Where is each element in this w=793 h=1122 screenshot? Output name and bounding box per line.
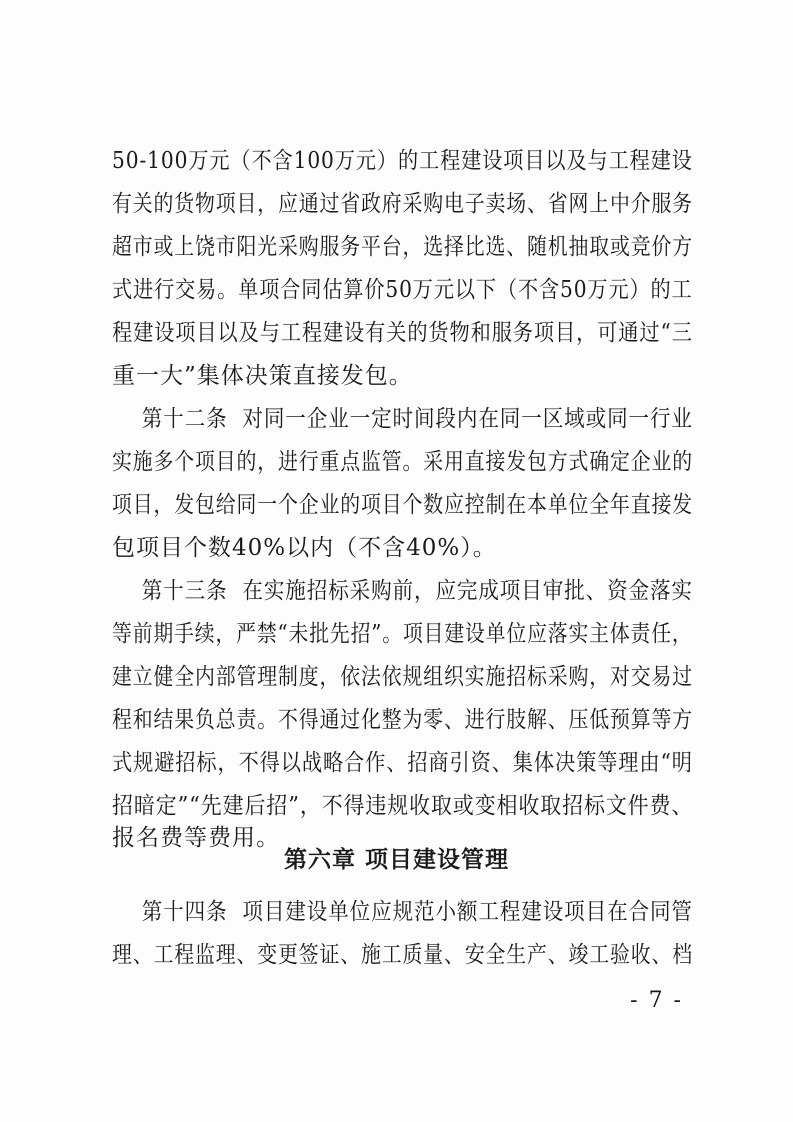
body-text-line: 50-100万元（不含100万元）的工程建设项目以及与工程建设 — [112, 148, 693, 174]
body-text-line: 程建设项目以及与工程建设有关的货物和服务项目，可通过“三 — [112, 320, 693, 346]
body-text-line: 建立健全内部管理制度，依法依规组织实施招标采购，对交易过 — [112, 664, 693, 690]
page-number: - 7 - — [630, 988, 683, 1013]
body-text-line: 式进行交易。单项合同估算价50万元以下（不含50万元）的工 — [112, 277, 693, 303]
body-text-line: 有关的货物项目，应通过省政府采购电子卖场、省网上中介服务 — [112, 191, 693, 217]
article-12-line: 第十二条 对同一企业一定时间段内在同一区域或同一行业 — [112, 406, 693, 432]
chapter-heading: 第六章 项目建设管理 — [283, 847, 509, 873]
body-text-line: 项目，发包给同一个企业的项目个数应控制在本单位全年直接发 — [112, 492, 693, 518]
body-text-line: 程和结果负总责。不得通过化整为零、进行肢解、压低预算等方 — [112, 707, 693, 733]
body-text-line: 实施多个项目的，进行重点监管。采用直接发包方式确定企业的 — [112, 449, 693, 475]
article-13-line: 第十三条 在实施招标采购前，应完成项目审批、资金落实 — [112, 578, 693, 604]
body-text-line: 等前期手续，严禁“未批先招”。项目建设单位应落实主体责任， — [112, 621, 693, 647]
body-text-line: 超市或上饶市阳光采购服务平台，选择比选、随机抽取或竞价方 — [112, 234, 693, 260]
body-text-line: 式规避招标，不得以战略合作、招商引资、集体决策等理由“明 — [112, 750, 693, 776]
body-text-line: 招暗定”“先建后招”，不得违规收取或变相收取招标文件费、 — [112, 793, 694, 819]
article-14-line: 第十四条 项目建设单位应规范小额工程建设项目在合同管 — [112, 899, 693, 925]
body-text-line: 报名费等费用。 — [112, 825, 280, 851]
body-text-line: 理、工程监理、变更签证、施工质量、安全生产、竣工验收、档 — [112, 942, 693, 968]
body-text-line: 重一大”集体决策直接发包。 — [112, 363, 413, 389]
body-text-line: 包项目个数40%以内（不含40%）。 — [112, 535, 497, 561]
